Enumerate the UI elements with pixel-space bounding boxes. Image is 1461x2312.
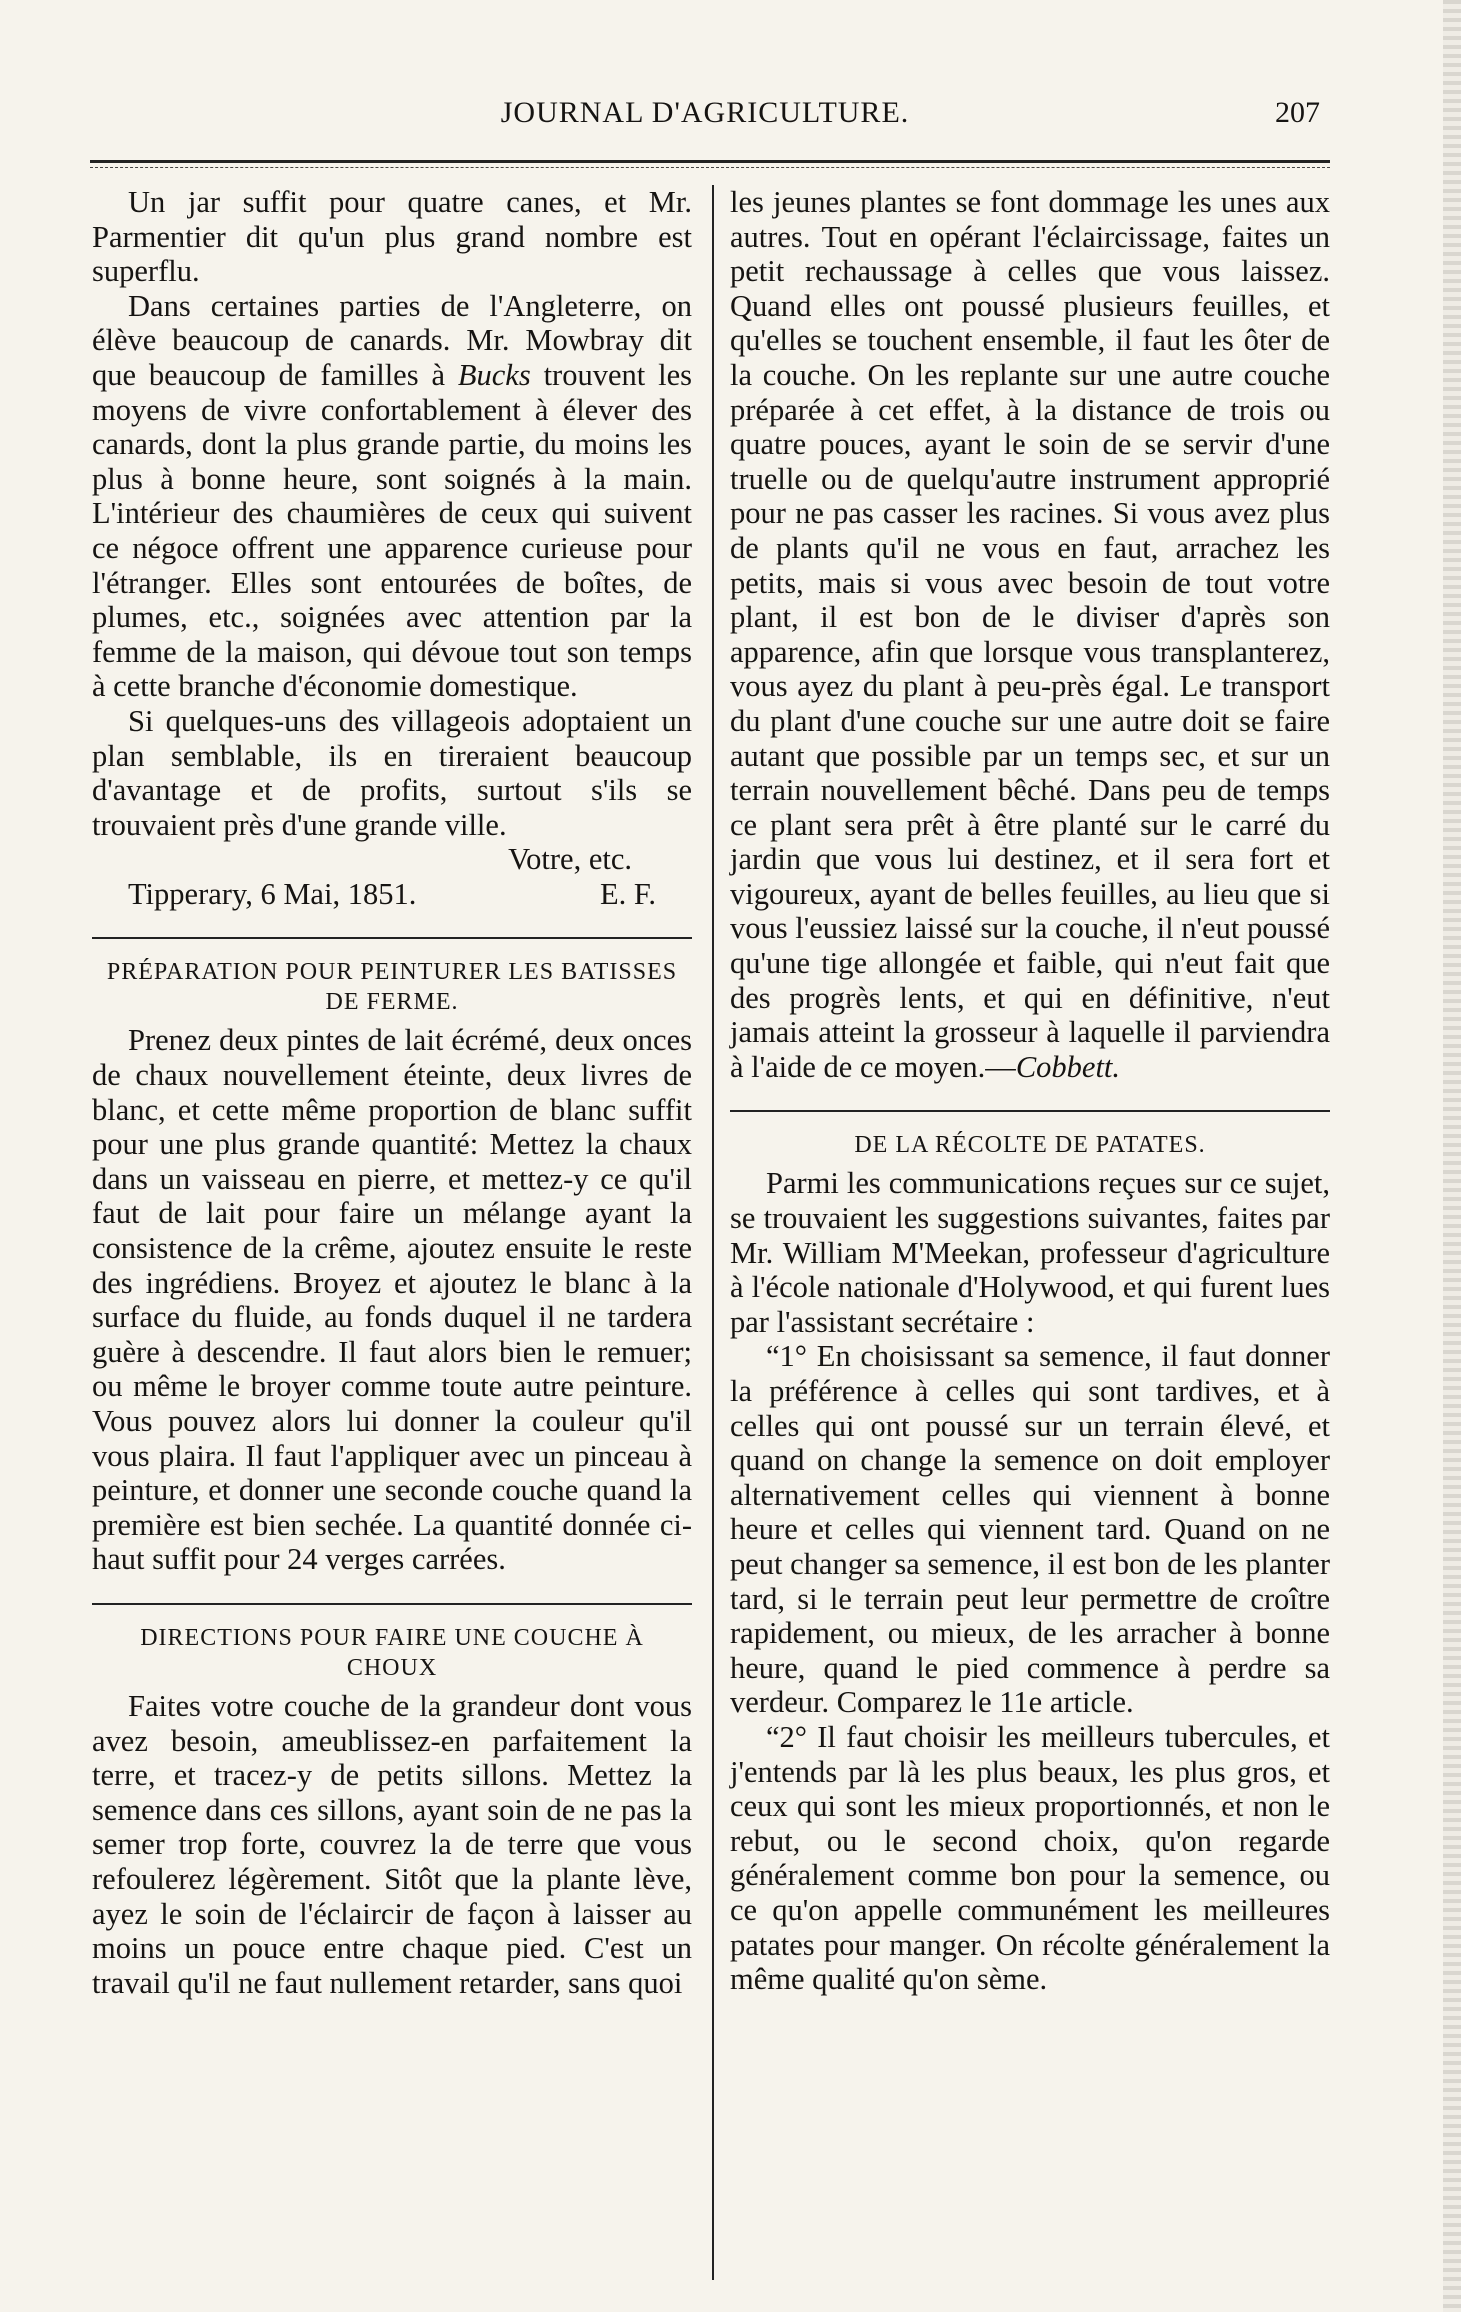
paragraph: Dans certaines parties de l'Angleterre, on élève beaucoup de canards. Mr. Mowbray dit que beaucoup de familles à Bucks trouvent les moyens de vivre confortablement à élever des canards, dont la plus grande partie, du moins les plus à bonne heure, sont soignés à la main. L'intérieur des chaumières de ceux qui suivent ce négoce offrent une apparence curieuse pour l'étranger. Elles sont entourées de boîtes, de plumes, etc., soignées avec attention par la femme de la maison, qui dévoue tout son temps à cette branche d'économie domestique.	[92, 288, 692, 704]
scan-edge	[1443, 0, 1461, 2312]
paragraph: Faites votre couche de la grandeur dont vous avez besoin, ameublissez-en parfaitement la terre, et tracez-y de petits sillons. Mettez la semence dans ces sillons, ayant soin de ne pas la semer trop forte, couvrez la de terre que vous refoulerez légèrement. Sitôt que la plante lève, ayez le soin de l'éclaircir de façon à laisser au moins un pouce entre chaque pied. C'est un travail qu'il ne faut nullement retarder, sans quoi	[92, 1688, 692, 2000]
right-column	[730, 185, 1330, 1997]
paragraph: “1° En choisissant sa semence, il faut donner la préférence à celles qui sont tardives, et à celles qui ont poussé sur un terrain élevé, et quand on change la semence on doit employer alternativement celles qui viennent à bonne heure et celles qui viennent tard. Quand on ne peut changer sa semence, il est bon de les planter tard, si le terrain peut leur permettre de croître rapidement, ou mieux, de les arracher à bonne heure, quand le pied commence à perdre sa verdeur. Comparez le 11e article.	[730, 1339, 1330, 1720]
section-heading: PRÉPARATION POUR PEINTURER LES BATISSES DE FERME.	[106, 959, 678, 1016]
section-heading: DE LA RÉCOLTE DE PATATES.	[854, 1132, 1206, 1159]
signature-place-date: Tipperary, 6 Mai, 1851.	[128, 876, 417, 911]
section-separator	[92, 937, 692, 939]
header-rule	[90, 160, 1330, 163]
paragraph: Prenez deux pintes de lait écrémé, deux onces de chaux nouvellement éteinte, deux livres de blanc, et cette même proportion de blanc suffit pour une plus grande quantité: Mettez la chaux dans un vaisseau en pierre, et mettez-y ce qu'il faut de lait pour faire un mélange ayant la consistence de la crême, ajoutez ensuite le reste des ingrédiens. Broyez et ajoutez le blanc à la surface du fluide, au fonds duquel il ne tardera guère à descendre. Il faut alors bien le remuer; ou même le broyer comme toute autre peinture. Vous pouvez alors lui donner la couleur qu'il vous plaira. Il faut l'appliquer avec un pinceau à peinture, et donner une seconde couche quand la première est bien sechée. La quantité donnée ci-haut suffit pour 24 verges carrées.	[92, 1023, 692, 1577]
running-title: JOURNAL D'AGRICULTURE.	[500, 96, 910, 129]
header-rule-dashed	[90, 167, 1330, 168]
signature-initials: E. F.	[599, 876, 656, 911]
page-number: 207	[1275, 96, 1320, 129]
paragraph: Parmi les communications reçues sur ce sujet, se trouvaient les suggestions suivantes, faites par Mr. William M'Meekan, professeur d'agriculture à l'école nationale d'Holywood, et qui furent lues par l'assistant secrétaire :	[730, 1166, 1330, 1339]
section-separator	[92, 1603, 692, 1605]
paragraph: Si quelques-uns des villageois adoptaient un plan semblable, ils en tireraient beaucoup d'avantage et de profits, surtout s'ils se trouvaient près d'une grande ville.	[92, 703, 692, 842]
italic-place-name: Bucks	[457, 357, 531, 392]
section-heading: DIRECTIONS POUR FAIRE UNE COUCHE À CHOUX	[140, 1624, 644, 1681]
left-column	[92, 185, 692, 2000]
author-attribution: Cobbett.	[1015, 1049, 1121, 1084]
paragraph: “2° Il faut choisir les meilleurs tubercules, et j'entends par là les plus beaux, les plus gros, et ceux qui sont les mieux proportionnés, et non le rebut, ou le second choix, qu'on regarde généralement comme bon pour la semence, ou ce qu'on appelle communément les meilleures patates pour manger. On récolte généralement la même qualité qu'on sème.	[730, 1719, 1330, 1997]
section-separator	[730, 1110, 1330, 1112]
column-divider	[712, 185, 714, 2280]
letter-signature	[92, 877, 692, 912]
letter-closing: Votre, etc.	[508, 842, 632, 877]
page-header	[90, 96, 1320, 146]
paragraph: Un jar suffit pour quatre canes, et Mr. Parmentier dit qu'un plus grand nombre est superflu.	[92, 185, 692, 289]
paragraph: les jeunes plantes se font dommage les unes aux autres. Tout en opérant l'éclaircissage, faites un petit rechaussage à celles que vous laissez. Quand elles ont poussé plusieurs feuilles, et qu'elles se touchent ensemble, il faut les ôter de la couche. On les replante sur une autre couche préparée à cet effet, à la distance de trois ou quatre pouces, ayant le soin de se servir d'une truelle ou de quelqu'autre instrument approprié pour ne pas casser les racines. Si vous avez plus de plants qu'il ne vous en faut, arrachez les petits, mais si vous avec besoin de tout votre plant, il est bon de le diviser d'après son apparence, afin que lorsque vous transplanterez, vous ayez du plant à peu-près égal. Le transport du plant d'une couche sur une autre doit se faire autant que possible par un temps sec, et sur un terrain nouvellement bêché. Dans peu de temps ce plant sera prêt à être planté sur le carré du jardin que vous lui destinez, et il sera fort et vigoureux, ayant de belles feuilles, au lieu que si vous l'eussiez laissé sur la couche, il n'eut poussé qu'une tige allongée et faible, qui n'eut fait que des progrès lents, et qui en définitive, n'eut jamais atteint la grosseur à laquelle il parviendra à l'aide de ce moyen.—Cobbett.	[730, 185, 1330, 1084]
